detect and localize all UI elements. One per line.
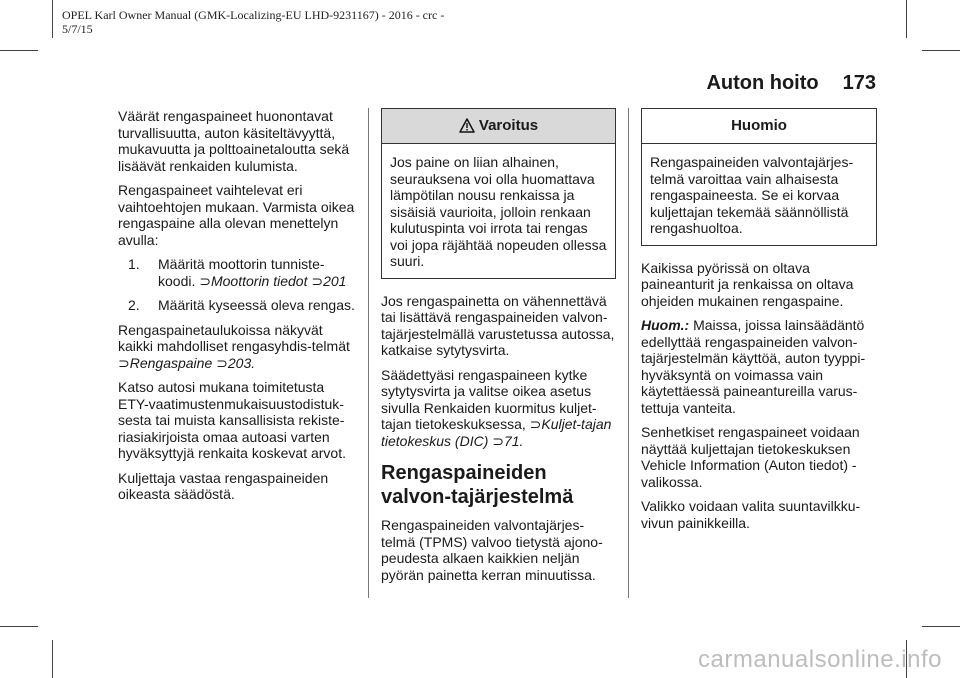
xref-arrow-icon: ⊃ — [311, 272, 324, 289]
paragraph-text: Rengaspainetaulukoissa näkyvät kaikki mahdolliset rengasyhdis-telmät — [118, 321, 350, 354]
crop-mark — [922, 626, 960, 627]
warning-text: Jos paine on liian alhainen, seurauksena voi olla huomattava lämpötilan nousu renkaissa ja sisäisiä vaurioita, jolloin renkaan kulutuspinta voi irrota tai rengas voi jopa räjähtää nopeuden ollessa suuri. — [390, 154, 607, 269]
crop-mark — [52, 640, 53, 678]
paragraph: Rengaspaineet vaihtelevat eri vaihtoehtojen mukaan. Varmista oikea rengaspaine alla olevan menettelyn avulla: — [118, 182, 355, 248]
note-body — [642, 144, 876, 245]
xref-arrow-icon: ⊃ — [529, 416, 542, 432]
subsection-heading: Rengaspaineiden valvon-tajärjestelmä — [381, 462, 574, 508]
xref-link[interactable]: Moottorin tiedot — [210, 272, 308, 289]
list-item — [118, 256, 358, 289]
xref-arrow-icon: ⊃ — [492, 432, 504, 449]
paragraph: Kaikissa pyörissä on oltava paineanturit ja renkaissa on oltava ohjeiden mukainen rengaspaine. — [641, 259, 854, 309]
note-text: Rengaspaineiden valvontajärjes-telmä varoittaa vain alhaisesta rengaspaineesta. Se ei korvaa kuljettajan tekemää säännöllistä rengashuoltoa. — [650, 154, 854, 236]
paragraph — [118, 322, 358, 372]
crop-mark — [0, 50, 38, 51]
paragraph: Kuljettaja vastaa rengaspaineiden oikeasta säädöstä. — [118, 469, 329, 502]
paragraph: Väärät rengaspaineet huonontavat turvallisuutta, auton käsiteltävyyttä, mukavuutta ja polttoainetaloutta sekä lisäävät renkaiden kulumista. — [118, 108, 350, 174]
paragraph: Katso autosi mukana toimitetusta ETY-vaatimustenmukaisuustodistuk-sesta tai muista kansallisista rekiste-riasiakirjoista omaa autoasi varten hyväksyttyjä renkaita koskevat arvot. — [118, 379, 346, 461]
note-box — [641, 108, 877, 246]
crop-mark — [52, 0, 53, 38]
paragraph-text: Säädettyäsi rengaspaineen kytke sytytysvirta ja valitse oikea asetus sivulla Renkaiden kuormitus kuljet-tajan tietokeskuksessa, — [381, 366, 597, 432]
xref-link[interactable]: Kuljet-tajan tietokeskus (DIC) — [381, 416, 612, 449]
column-divider — [628, 108, 629, 598]
paragraph: Jos rengaspainetta on vähennettävä tai lisättävä rengaspaineiden valvon-tajärjestelmällä varustetussa autossa, katkaise sytytysvirta. — [381, 292, 615, 358]
column-1 — [118, 108, 358, 511]
section-title: Auton hoito — [706, 72, 819, 94]
warning-triangle-icon — [459, 112, 475, 146]
step-number: 2. — [128, 297, 140, 313]
column-divider — [368, 108, 369, 598]
crop-mark — [906, 0, 907, 38]
steps-list — [118, 256, 358, 314]
xref-arrow-icon: ⊃ — [199, 272, 211, 289]
crop-mark — [922, 50, 960, 51]
note-label: Huom.: — [641, 317, 690, 333]
page-header — [690, 72, 876, 94]
note-header: Huomio — [642, 109, 876, 144]
paragraph — [381, 367, 616, 450]
column-2 — [381, 108, 616, 591]
xref-page[interactable]: 71. — [503, 432, 524, 449]
paragraph-text: Maissa, joissa lainsäädäntö edellyttää rengaspaineiden valvon-tajärjestelmän käyttöä, auton tyyppi-hyväksyntä on voimassa vain käytettäessä paineantureilla varus-tettuja vanteita. — [641, 317, 866, 416]
step-text: Määritä moottorin tunniste-koodi. — [158, 256, 325, 289]
xref-page[interactable]: 201 — [323, 272, 347, 289]
xref-arrow-icon: ⊃ — [216, 354, 228, 371]
paragraph: Rengaspaineiden valvontajärjes-telmä (TPMS) valvoo tietystä ajono-peudesta alkaen kaikkien neljän pyörän painetta kerran minuutissa. — [381, 517, 603, 583]
xref-arrow-icon: ⊃ — [118, 354, 130, 371]
header-meta-line: 5/7/15 — [62, 22, 93, 36]
step-text: Määritä kyseessä oleva rengas. — [158, 297, 355, 313]
page-number: 173 — [842, 72, 876, 94]
header-meta-line: OPEL Karl Owner Manual (GMK-Localizing-EU LHD-9231167) - 2016 - crc - — [62, 8, 445, 22]
xref-page[interactable]: 203. — [227, 354, 256, 371]
xref-link[interactable]: Rengaspaine — [129, 354, 213, 371]
step-number: 1. — [128, 256, 140, 272]
header-meta — [62, 8, 444, 36]
column-3 — [641, 108, 877, 539]
warning-box — [381, 108, 616, 279]
list-item — [118, 297, 358, 314]
paragraph: Senhetkiset rengaspaineet voidaan näyttää kuljettajan tietokeskuksen Vehicle Information (Auton tiedot) -valikossa. — [641, 424, 860, 490]
watermark: carmanualsonline.info — [698, 646, 942, 673]
warning-body — [382, 144, 615, 278]
crop-mark — [0, 626, 38, 627]
paragraph — [641, 317, 877, 416]
paragraph: Valikko voidaan valita suuntavilkku-vivun painikkeilla. — [641, 498, 861, 531]
warning-title: Varoitus — [478, 117, 539, 134]
warning-header — [382, 109, 615, 144]
